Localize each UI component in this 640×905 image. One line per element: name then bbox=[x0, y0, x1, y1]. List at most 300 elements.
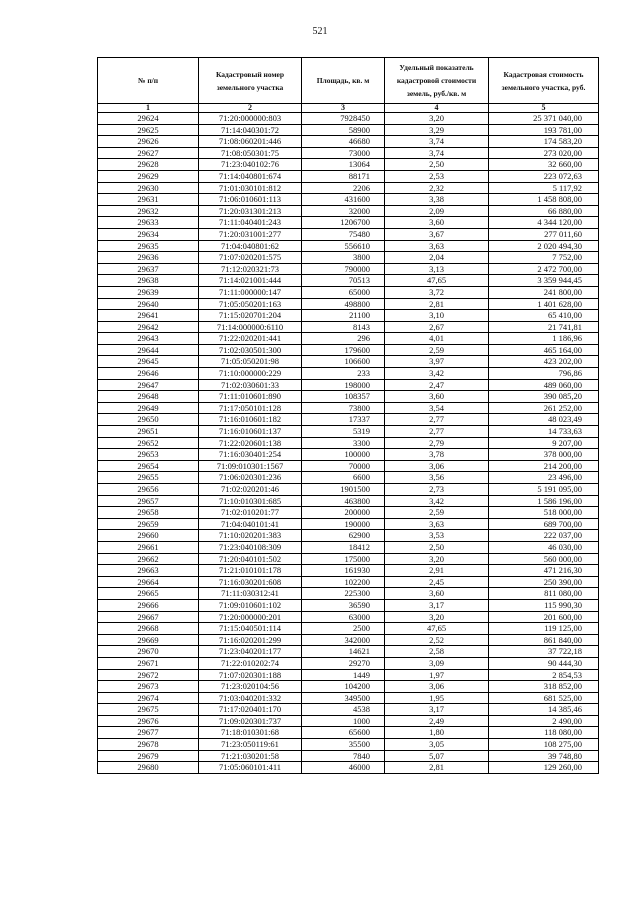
cell-area: 225300 bbox=[302, 588, 385, 600]
cell-cadastral-number: 71:06:020301:236 bbox=[199, 472, 302, 484]
page-number: 521 bbox=[312, 26, 328, 37]
cell-specific-value: 3,74 bbox=[385, 147, 489, 159]
table-row bbox=[98, 275, 599, 287]
cell-area: 349500 bbox=[302, 692, 385, 704]
cell-cadastral-value: 214 200,00 bbox=[489, 460, 599, 472]
table-row bbox=[98, 414, 599, 426]
cell-cadastral-number: 71:04:040801:62 bbox=[199, 240, 302, 252]
table-row bbox=[98, 669, 599, 681]
cell-cadastral-value: 318 852,00 bbox=[489, 681, 599, 693]
cell-area: 190000 bbox=[302, 518, 385, 530]
cell-cadastral-value: 273 020,00 bbox=[489, 147, 599, 159]
cell-specific-value: 3,72 bbox=[385, 286, 489, 298]
cell-cadastral-number: 71:21:010101:178 bbox=[199, 565, 302, 577]
cell-row-number: 29632 bbox=[98, 205, 199, 217]
cell-area: 46680 bbox=[302, 136, 385, 148]
table-row bbox=[98, 495, 599, 507]
cell-specific-value: 1,80 bbox=[385, 727, 489, 739]
cell-specific-value: 2,45 bbox=[385, 576, 489, 588]
cell-specific-value: 3,54 bbox=[385, 402, 489, 414]
table-row bbox=[98, 704, 599, 716]
cell-cadastral-value: 90 444,30 bbox=[489, 657, 599, 669]
cell-cadastral-value: 14 733,63 bbox=[489, 426, 599, 438]
table-row bbox=[98, 379, 599, 391]
cell-area: 70513 bbox=[302, 275, 385, 287]
cell-cadastral-value: 560 000,00 bbox=[489, 553, 599, 565]
cell-cadastral-number: 71:23:040201:177 bbox=[199, 646, 302, 658]
cell-specific-value: 3,17 bbox=[385, 599, 489, 611]
header-row-number: № п/п bbox=[98, 58, 199, 104]
cell-specific-value: 2,58 bbox=[385, 646, 489, 658]
cell-cadastral-number: 71:09:020301:737 bbox=[199, 715, 302, 727]
header-cadastral-number: Кадастровый номер земельного участка bbox=[199, 58, 302, 104]
table-row bbox=[98, 681, 599, 693]
table-row bbox=[98, 611, 599, 623]
cell-area: 100000 bbox=[302, 449, 385, 461]
cell-cadastral-value: 2 020 494,30 bbox=[489, 240, 599, 252]
cell-area: 498800 bbox=[302, 298, 385, 310]
cell-row-number: 29664 bbox=[98, 576, 199, 588]
table-row bbox=[98, 541, 599, 553]
cell-specific-value: 3,29 bbox=[385, 124, 489, 136]
cell-specific-value: 2,91 bbox=[385, 565, 489, 577]
cell-cadastral-value: 5 191 095,00 bbox=[489, 484, 599, 496]
table-row bbox=[98, 182, 599, 194]
cell-cadastral-value: 390 085,20 bbox=[489, 391, 599, 403]
table-row bbox=[98, 286, 599, 298]
cell-cadastral-value: 118 080,00 bbox=[489, 727, 599, 739]
cell-area: 2206 bbox=[302, 182, 385, 194]
cell-row-number: 29680 bbox=[98, 762, 199, 774]
cell-cadastral-number: 71:17:020401:170 bbox=[199, 704, 302, 716]
cell-cadastral-number: 71:23:050119:61 bbox=[199, 739, 302, 751]
cell-area: 70000 bbox=[302, 460, 385, 472]
table-row bbox=[98, 657, 599, 669]
cell-specific-value: 2,04 bbox=[385, 252, 489, 264]
cell-specific-value: 3,17 bbox=[385, 704, 489, 716]
cell-specific-value: 2,50 bbox=[385, 159, 489, 171]
cell-specific-value: 5,07 bbox=[385, 750, 489, 762]
table-row bbox=[98, 205, 599, 217]
cell-cadastral-value: 277 011,60 bbox=[489, 228, 599, 240]
cell-specific-value: 47,65 bbox=[385, 623, 489, 635]
cell-cadastral-value: 423 202,00 bbox=[489, 356, 599, 368]
cell-cadastral-value: 9 207,00 bbox=[489, 437, 599, 449]
cell-row-number: 29653 bbox=[98, 449, 199, 461]
table-row bbox=[98, 159, 599, 171]
cell-cadastral-value: 115 990,30 bbox=[489, 599, 599, 611]
table-row bbox=[98, 136, 599, 148]
cell-cadastral-number: 71:14:040801:674 bbox=[199, 170, 302, 182]
cell-cadastral-value: 65 410,00 bbox=[489, 310, 599, 322]
cell-area: 463800 bbox=[302, 495, 385, 507]
cell-row-number: 29629 bbox=[98, 170, 199, 182]
cell-cadastral-number: 71:10:010301:685 bbox=[199, 495, 302, 507]
cell-specific-value: 3,60 bbox=[385, 588, 489, 600]
cell-area: 1901500 bbox=[302, 484, 385, 496]
cell-specific-value: 1,97 bbox=[385, 669, 489, 681]
table-row bbox=[98, 750, 599, 762]
cell-cadastral-value: 108 275,00 bbox=[489, 739, 599, 751]
cell-cadastral-number: 71:15:020701:204 bbox=[199, 310, 302, 322]
cell-specific-value: 3,53 bbox=[385, 530, 489, 542]
cell-cadastral-number: 71:09:010301:1567 bbox=[199, 460, 302, 472]
cell-cadastral-value: 378 000,00 bbox=[489, 449, 599, 461]
cell-row-number: 29648 bbox=[98, 391, 199, 403]
cell-area: 2500 bbox=[302, 623, 385, 635]
cell-area: 106600 bbox=[302, 356, 385, 368]
cell-row-number: 29659 bbox=[98, 518, 199, 530]
cell-row-number: 29640 bbox=[98, 298, 199, 310]
cell-cadastral-number: 71:20:000000:803 bbox=[199, 113, 302, 125]
table-row bbox=[98, 240, 599, 252]
table-row bbox=[98, 715, 599, 727]
cell-row-number: 29655 bbox=[98, 472, 199, 484]
cell-area: 13064 bbox=[302, 159, 385, 171]
cell-cadastral-number: 71:20:031301:213 bbox=[199, 205, 302, 217]
cell-specific-value: 47,65 bbox=[385, 275, 489, 287]
table-row bbox=[98, 426, 599, 438]
cell-specific-value: 3,78 bbox=[385, 449, 489, 461]
cell-row-number: 29627 bbox=[98, 147, 199, 159]
cell-specific-value: 2,59 bbox=[385, 507, 489, 519]
table-row bbox=[98, 263, 599, 275]
table-row bbox=[98, 356, 599, 368]
cell-area: 161930 bbox=[302, 565, 385, 577]
cell-cadastral-number: 71:05:060101:411 bbox=[199, 762, 302, 774]
cell-row-number: 29651 bbox=[98, 426, 199, 438]
cell-specific-value: 2,53 bbox=[385, 170, 489, 182]
cell-specific-value: 1,95 bbox=[385, 692, 489, 704]
table-row bbox=[98, 449, 599, 461]
cell-cadastral-number: 71:05:050201:163 bbox=[199, 298, 302, 310]
cell-cadastral-value: 3 359 944,45 bbox=[489, 275, 599, 287]
cell-cadastral-number: 71:23:040108:309 bbox=[199, 541, 302, 553]
cell-area: 17337 bbox=[302, 414, 385, 426]
cell-row-number: 29657 bbox=[98, 495, 199, 507]
cell-specific-value: 3,56 bbox=[385, 472, 489, 484]
cell-row-number: 29631 bbox=[98, 194, 199, 206]
table-row bbox=[98, 437, 599, 449]
table-row bbox=[98, 472, 599, 484]
cell-cadastral-number: 71:22:010202:74 bbox=[199, 657, 302, 669]
column-number: 1 bbox=[98, 104, 199, 113]
cell-cadastral-number: 71:20:040101:502 bbox=[199, 553, 302, 565]
cell-cadastral-number: 71:08:060201:446 bbox=[199, 136, 302, 148]
cell-area: 73800 bbox=[302, 402, 385, 414]
cell-row-number: 29670 bbox=[98, 646, 199, 658]
cell-row-number: 29677 bbox=[98, 727, 199, 739]
cell-cadastral-number: 71:21:030201:58 bbox=[199, 750, 302, 762]
column-number: 5 bbox=[489, 104, 599, 113]
cell-cadastral-value: 261 252,00 bbox=[489, 402, 599, 414]
cell-area: 5319 bbox=[302, 426, 385, 438]
cell-specific-value: 2,09 bbox=[385, 205, 489, 217]
cell-area: 102200 bbox=[302, 576, 385, 588]
cell-cadastral-number: 71:02:030601:33 bbox=[199, 379, 302, 391]
cell-cadastral-number: 71:04:040101:41 bbox=[199, 518, 302, 530]
cell-cadastral-value: 4 344 120,00 bbox=[489, 217, 599, 229]
column-number-row bbox=[98, 104, 599, 113]
table-row bbox=[98, 194, 599, 206]
cell-specific-value: 3,20 bbox=[385, 553, 489, 565]
cell-area: 104200 bbox=[302, 681, 385, 693]
table-row bbox=[98, 565, 599, 577]
cell-row-number: 29625 bbox=[98, 124, 199, 136]
table-row bbox=[98, 762, 599, 774]
cell-area: 7928450 bbox=[302, 113, 385, 125]
cell-specific-value: 2,73 bbox=[385, 484, 489, 496]
cell-area: 62900 bbox=[302, 530, 385, 542]
cell-cadastral-number: 71:23:040102:76 bbox=[199, 159, 302, 171]
cell-specific-value: 3,97 bbox=[385, 356, 489, 368]
cell-cadastral-value: 489 060,00 bbox=[489, 379, 599, 391]
cell-row-number: 29676 bbox=[98, 715, 199, 727]
cell-cadastral-number: 71:14:040301:72 bbox=[199, 124, 302, 136]
cell-cadastral-number: 71:02:010201:77 bbox=[199, 507, 302, 519]
cell-area: 58900 bbox=[302, 124, 385, 136]
cell-cadastral-number: 71:14:000000:6110 bbox=[199, 321, 302, 333]
cell-cadastral-number: 71:07:020201:575 bbox=[199, 252, 302, 264]
cell-cadastral-value: 861 840,00 bbox=[489, 634, 599, 646]
cell-area: 556610 bbox=[302, 240, 385, 252]
cell-row-number: 29663 bbox=[98, 565, 199, 577]
cell-cadastral-value: 1 586 196,00 bbox=[489, 495, 599, 507]
cell-cadastral-value: 193 781,00 bbox=[489, 124, 599, 136]
table-row bbox=[98, 518, 599, 530]
cell-row-number: 29647 bbox=[98, 379, 199, 391]
cell-area: 1000 bbox=[302, 715, 385, 727]
cell-specific-value: 2,67 bbox=[385, 321, 489, 333]
table-row bbox=[98, 124, 599, 136]
cell-specific-value: 3,05 bbox=[385, 739, 489, 751]
cell-specific-value: 3,06 bbox=[385, 460, 489, 472]
header-area: Площадь, кв. м bbox=[302, 58, 385, 104]
cell-cadastral-number: 71:11:040401:243 bbox=[199, 217, 302, 229]
cell-row-number: 29678 bbox=[98, 739, 199, 751]
cell-area: 108357 bbox=[302, 391, 385, 403]
table-row bbox=[98, 113, 599, 125]
cell-specific-value: 2,50 bbox=[385, 541, 489, 553]
cell-cadastral-number: 71:03:040201:332 bbox=[199, 692, 302, 704]
cell-row-number: 29652 bbox=[98, 437, 199, 449]
cell-cadastral-value: 21 741,81 bbox=[489, 321, 599, 333]
cell-cadastral-value: 201 600,00 bbox=[489, 611, 599, 623]
cell-cadastral-value: 811 080,00 bbox=[489, 588, 599, 600]
table-row bbox=[98, 344, 599, 356]
cell-area: 75480 bbox=[302, 228, 385, 240]
cell-specific-value: 2,81 bbox=[385, 298, 489, 310]
cell-cadastral-value: 465 164,00 bbox=[489, 344, 599, 356]
cell-cadastral-value: 518 000,00 bbox=[489, 507, 599, 519]
cell-cadastral-value: 129 260,00 bbox=[489, 762, 599, 774]
cell-row-number: 29633 bbox=[98, 217, 199, 229]
cell-specific-value: 4,01 bbox=[385, 333, 489, 345]
cell-cadastral-number: 71:11:030312:41 bbox=[199, 588, 302, 600]
cell-area: 200000 bbox=[302, 507, 385, 519]
table-row bbox=[98, 460, 599, 472]
cell-cadastral-number: 71:07:020301:188 bbox=[199, 669, 302, 681]
cell-area: 18412 bbox=[302, 541, 385, 553]
cell-cadastral-number: 71:22:020201:441 bbox=[199, 333, 302, 345]
cell-specific-value: 2,77 bbox=[385, 426, 489, 438]
cell-specific-value: 2,49 bbox=[385, 715, 489, 727]
cell-specific-value: 2,59 bbox=[385, 344, 489, 356]
cell-cadastral-number: 71:16:030401:254 bbox=[199, 449, 302, 461]
cell-cadastral-value: 7 752,00 bbox=[489, 252, 599, 264]
cell-specific-value: 2,79 bbox=[385, 437, 489, 449]
cell-area: 3300 bbox=[302, 437, 385, 449]
cell-row-number: 29668 bbox=[98, 623, 199, 635]
cell-area: 4538 bbox=[302, 704, 385, 716]
cell-area: 65000 bbox=[302, 286, 385, 298]
cell-cadastral-number: 71:06:010601:113 bbox=[199, 194, 302, 206]
cell-area: 342000 bbox=[302, 634, 385, 646]
table-row bbox=[98, 739, 599, 751]
cell-cadastral-number: 71:22:020601:138 bbox=[199, 437, 302, 449]
column-number: 4 bbox=[385, 104, 489, 113]
cell-area: 3800 bbox=[302, 252, 385, 264]
cell-area: 88171 bbox=[302, 170, 385, 182]
cell-cadastral-number: 71:16:010601:137 bbox=[199, 426, 302, 438]
cell-row-number: 29658 bbox=[98, 507, 199, 519]
cell-cadastral-number: 71:02:020201:46 bbox=[199, 484, 302, 496]
cell-area: 14621 bbox=[302, 646, 385, 658]
cell-row-number: 29679 bbox=[98, 750, 199, 762]
table-row bbox=[98, 599, 599, 611]
cell-area: 36590 bbox=[302, 599, 385, 611]
cell-row-number: 29637 bbox=[98, 263, 199, 275]
cell-row-number: 29665 bbox=[98, 588, 199, 600]
table-row bbox=[98, 727, 599, 739]
cell-specific-value: 2,81 bbox=[385, 762, 489, 774]
cell-row-number: 29654 bbox=[98, 460, 199, 472]
cell-row-number: 29643 bbox=[98, 333, 199, 345]
cell-row-number: 29642 bbox=[98, 321, 199, 333]
cell-area: 32000 bbox=[302, 205, 385, 217]
cadastral-value-table bbox=[97, 57, 599, 774]
cell-area: 233 bbox=[302, 368, 385, 380]
cell-area: 175000 bbox=[302, 553, 385, 565]
cell-specific-value: 2,32 bbox=[385, 182, 489, 194]
cell-row-number: 29646 bbox=[98, 368, 199, 380]
cell-row-number: 29635 bbox=[98, 240, 199, 252]
cell-row-number: 29669 bbox=[98, 634, 199, 646]
cell-row-number: 29671 bbox=[98, 657, 199, 669]
table-row bbox=[98, 646, 599, 658]
cell-cadastral-number: 71:18:010301:68 bbox=[199, 727, 302, 739]
cell-cadastral-number: 71:14:021001:444 bbox=[199, 275, 302, 287]
cell-cadastral-number: 71:23:020104:56 bbox=[199, 681, 302, 693]
cell-specific-value: 3,63 bbox=[385, 518, 489, 530]
cell-specific-value: 3,74 bbox=[385, 136, 489, 148]
cell-cadastral-number: 71:15:040501:114 bbox=[199, 623, 302, 635]
cell-cadastral-value: 223 072,63 bbox=[489, 170, 599, 182]
header-cadastral-value: Кадастровая стоимость земельного участка, руб. bbox=[489, 58, 599, 104]
cell-area: 29270 bbox=[302, 657, 385, 669]
table-row bbox=[98, 368, 599, 380]
table-row bbox=[98, 576, 599, 588]
cell-row-number: 29639 bbox=[98, 286, 199, 298]
cell-row-number: 29634 bbox=[98, 228, 199, 240]
cell-row-number: 29656 bbox=[98, 484, 199, 496]
column-number: 2 bbox=[199, 104, 302, 113]
table-row bbox=[98, 530, 599, 542]
cell-area: 6600 bbox=[302, 472, 385, 484]
cell-row-number: 29660 bbox=[98, 530, 199, 542]
cell-cadastral-value: 2 490,00 bbox=[489, 715, 599, 727]
table-row bbox=[98, 321, 599, 333]
cell-cadastral-value: 471 216,30 bbox=[489, 565, 599, 577]
cell-cadastral-value: 39 748,80 bbox=[489, 750, 599, 762]
table-row bbox=[98, 402, 599, 414]
table-row bbox=[98, 228, 599, 240]
cell-cadastral-value: 32 660,00 bbox=[489, 159, 599, 171]
cell-cadastral-number: 71:11:000000:147 bbox=[199, 286, 302, 298]
cell-row-number: 29650 bbox=[98, 414, 199, 426]
cell-specific-value: 3,60 bbox=[385, 391, 489, 403]
table-row bbox=[98, 588, 599, 600]
cell-area: 198000 bbox=[302, 379, 385, 391]
cell-cadastral-value: 174 583,20 bbox=[489, 136, 599, 148]
cell-cadastral-number: 71:08:050301:75 bbox=[199, 147, 302, 159]
cell-specific-value: 3,38 bbox=[385, 194, 489, 206]
cell-cadastral-value: 46 030,00 bbox=[489, 541, 599, 553]
table-row bbox=[98, 298, 599, 310]
table-row bbox=[98, 217, 599, 229]
cell-cadastral-value: 241 800,00 bbox=[489, 286, 599, 298]
cell-area: 7840 bbox=[302, 750, 385, 762]
cell-cadastral-number: 71:01:030101:812 bbox=[199, 182, 302, 194]
cell-specific-value: 3,10 bbox=[385, 310, 489, 322]
cell-cadastral-value: 1 458 808,00 bbox=[489, 194, 599, 206]
cell-cadastral-number: 71:10:020201:383 bbox=[199, 530, 302, 542]
cell-row-number: 29630 bbox=[98, 182, 199, 194]
table-row bbox=[98, 391, 599, 403]
cell-cadastral-value: 222 037,00 bbox=[489, 530, 599, 542]
table-row bbox=[98, 147, 599, 159]
cell-cadastral-value: 5 117,92 bbox=[489, 182, 599, 194]
cell-cadastral-number: 71:10:000000:229 bbox=[199, 368, 302, 380]
cell-cadastral-number: 71:20:000000:201 bbox=[199, 611, 302, 623]
table-row bbox=[98, 623, 599, 635]
cell-row-number: 29675 bbox=[98, 704, 199, 716]
cell-specific-value: 3,09 bbox=[385, 657, 489, 669]
cell-cadastral-value: 689 700,00 bbox=[489, 518, 599, 530]
cell-cadastral-value: 250 390,00 bbox=[489, 576, 599, 588]
cell-specific-value: 2,52 bbox=[385, 634, 489, 646]
cell-area: 35500 bbox=[302, 739, 385, 751]
table-row bbox=[98, 310, 599, 322]
table-row bbox=[98, 507, 599, 519]
cell-area: 431600 bbox=[302, 194, 385, 206]
cell-row-number: 29673 bbox=[98, 681, 199, 693]
cell-row-number: 29644 bbox=[98, 344, 199, 356]
cell-cadastral-number: 71:11:010601:890 bbox=[199, 391, 302, 403]
cell-row-number: 29626 bbox=[98, 136, 199, 148]
cell-area: 179600 bbox=[302, 344, 385, 356]
cell-row-number: 29636 bbox=[98, 252, 199, 264]
cell-cadastral-number: 71:20:031001:277 bbox=[199, 228, 302, 240]
cell-row-number: 29649 bbox=[98, 402, 199, 414]
cell-cadastral-number: 71:12:020321:73 bbox=[199, 263, 302, 275]
cell-specific-value: 3,20 bbox=[385, 113, 489, 125]
cell-cadastral-value: 681 525,00 bbox=[489, 692, 599, 704]
cell-row-number: 29624 bbox=[98, 113, 199, 125]
table-row bbox=[98, 170, 599, 182]
cell-area: 73000 bbox=[302, 147, 385, 159]
cell-row-number: 29641 bbox=[98, 310, 199, 322]
